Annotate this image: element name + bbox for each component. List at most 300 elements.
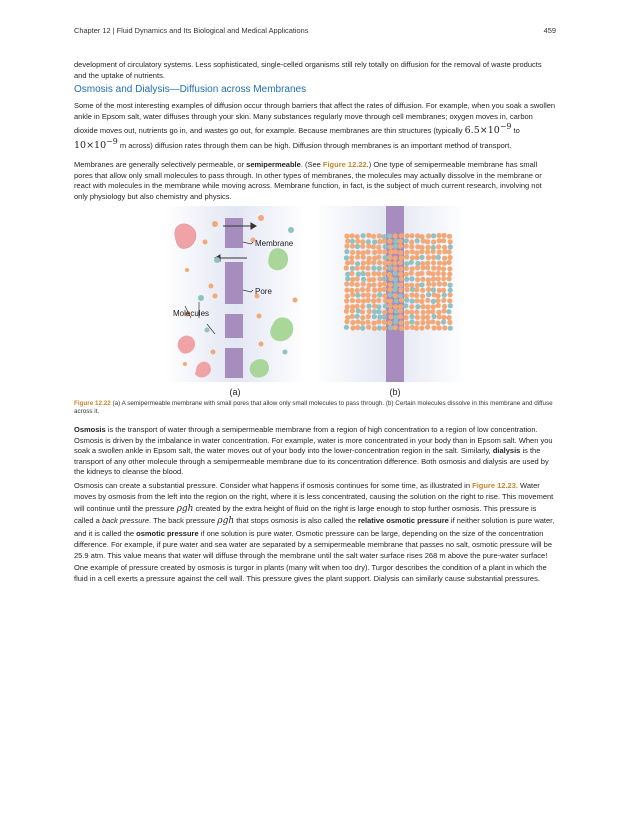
- packed-molecule: [376, 304, 381, 309]
- packed-molecule: [377, 249, 382, 254]
- paragraph-3: [74, 425, 556, 478]
- packed-molecule: [366, 293, 371, 298]
- packed-molecule: [409, 310, 414, 315]
- packed-molecule: [344, 265, 349, 270]
- packed-molecule: [437, 325, 442, 330]
- packed-molecule: [372, 288, 377, 293]
- packed-molecule: [442, 282, 447, 287]
- packed-molecule: [420, 288, 425, 293]
- packed-molecule: [371, 321, 376, 326]
- figure-caption: [74, 400, 556, 416]
- packed-molecule: [425, 239, 430, 244]
- packed-molecule: [344, 249, 349, 254]
- packed-molecule: [350, 244, 355, 249]
- packed-molecule: [366, 298, 371, 303]
- packed-molecule: [441, 298, 446, 303]
- packed-molecule: [356, 308, 361, 313]
- packed-molecule: [414, 310, 419, 315]
- packed-molecule: [365, 320, 370, 325]
- packed-molecule: [404, 309, 409, 314]
- packed-molecule: [425, 325, 430, 330]
- packed-molecule: [398, 293, 403, 298]
- packed-molecule: [365, 266, 370, 271]
- packed-molecule: [344, 309, 349, 314]
- packed-molecule: [350, 266, 355, 271]
- packed-molecule: [420, 265, 425, 270]
- packed-molecule: [404, 244, 409, 249]
- term-dialysis: dialysis: [492, 446, 521, 456]
- packed-molecule: [447, 298, 452, 303]
- packed-molecule: [377, 282, 382, 287]
- packed-molecule: [442, 233, 447, 238]
- packed-molecule: [431, 260, 436, 265]
- large-molecule: [175, 224, 196, 249]
- packed-molecule: [437, 314, 442, 319]
- packed-molecule: [366, 304, 371, 309]
- packed-molecule: [355, 261, 360, 266]
- packed-molecule: [361, 277, 366, 282]
- packed-molecule: [442, 261, 447, 266]
- packed-molecule: [367, 283, 372, 288]
- packed-molecule: [382, 281, 387, 286]
- math-base: 10×10: [74, 140, 107, 152]
- packed-molecule: [393, 325, 398, 330]
- packed-molecule: [372, 271, 377, 276]
- packed-molecule: [388, 292, 393, 297]
- p1-text-mid: to: [511, 126, 520, 136]
- packed-molecule: [355, 255, 360, 260]
- p4-text-c: created by the extra height of fluid on the right is large enough to stop further osmosis. This pressure is called a: [74, 503, 537, 526]
- packed-molecule: [344, 325, 349, 330]
- packed-molecule: [345, 293, 350, 298]
- label-membrane: Membrane: [255, 239, 294, 248]
- packed-molecule: [392, 261, 397, 266]
- packed-molecule: [355, 304, 360, 309]
- packed-molecule: [355, 293, 360, 298]
- packed-molecule: [426, 292, 431, 297]
- packed-molecule: [399, 298, 404, 303]
- packed-molecule: [431, 304, 436, 309]
- packed-molecule: [361, 281, 366, 286]
- packed-molecule: [410, 325, 415, 330]
- p4-text-f: if neither solution is pure water, and it is called the: [74, 516, 555, 538]
- caption-text: (a) A semipermeable membrane with small pores that allow only small molecules to pass through. (b) Certain molecules dissolve in this membrane and diffuse across it.: [74, 400, 553, 415]
- packed-molecule: [415, 238, 420, 243]
- figure-illustration: [165, 206, 465, 398]
- packed-molecule: [415, 233, 420, 238]
- packed-molecule: [409, 292, 414, 297]
- packed-molecule: [344, 244, 349, 249]
- packed-molecule: [349, 233, 354, 238]
- packed-molecule: [409, 276, 414, 281]
- packed-molecule: [382, 276, 387, 281]
- packed-molecule: [393, 271, 398, 276]
- packed-molecule: [393, 256, 398, 261]
- packed-molecule: [387, 239, 392, 244]
- packed-molecule: [426, 287, 431, 292]
- packed-molecule: [398, 239, 403, 244]
- packed-molecule: [372, 239, 377, 244]
- packed-molecule: [425, 315, 430, 320]
- packed-molecule: [419, 234, 424, 239]
- packed-molecule: [382, 271, 387, 276]
- membrane: [225, 218, 243, 378]
- intro-text: development of circulatory systems. Less sophisticated, single-celled organisms still rely totally on diffusion for the removal of waste products and the uptake of nutrients.: [74, 60, 542, 80]
- packed-molecule: [410, 299, 415, 304]
- packed-molecule: [388, 244, 393, 249]
- packed-molecule: [436, 298, 441, 303]
- math-exp: −9: [499, 122, 512, 132]
- packed-molecule: [388, 308, 393, 313]
- packed-molecule: [383, 298, 388, 303]
- packed-molecule: [448, 288, 453, 293]
- packed-molecule: [355, 325, 360, 330]
- packed-molecule: [442, 325, 447, 330]
- packed-molecule: [441, 315, 446, 320]
- packed-molecule: [426, 320, 431, 325]
- term-back-pressure: back pressure: [101, 516, 150, 526]
- packed-molecule: [372, 314, 377, 319]
- section-heading: Osmosis and Dialysis—Diffusion across Membranes: [74, 84, 307, 95]
- packed-molecule: [393, 266, 398, 271]
- packed-molecule: [382, 320, 387, 325]
- packed-molecule: [387, 255, 392, 260]
- packed-molecule: [382, 314, 387, 319]
- packed-molecule: [398, 287, 403, 292]
- packed-molecule: [431, 277, 436, 282]
- math-base: 6.5×10: [464, 125, 500, 137]
- packed-molecule: [448, 303, 453, 308]
- packed-molecule: [447, 266, 452, 271]
- packed-molecule: [371, 260, 376, 265]
- packed-molecule: [436, 276, 441, 281]
- packed-molecule: [350, 308, 355, 313]
- packed-molecule: [372, 250, 377, 255]
- packed-molecule: [405, 233, 410, 238]
- packed-molecule: [447, 249, 452, 254]
- packed-molecule: [394, 298, 399, 303]
- packed-molecule: [383, 303, 388, 308]
- packed-molecule: [371, 282, 376, 287]
- packed-molecule: [419, 299, 424, 304]
- packed-molecule: [442, 304, 447, 309]
- packed-molecule: [421, 304, 426, 309]
- packed-molecule: [356, 250, 361, 255]
- packed-molecule: [366, 239, 371, 244]
- packed-molecule: [360, 265, 365, 270]
- packed-molecule: [392, 287, 397, 292]
- math-rho-g-h: ρgh: [176, 503, 194, 514]
- p4-text-e: that stops osmosis is also called the: [234, 516, 358, 526]
- packed-molecule: [366, 244, 371, 249]
- packed-molecule: [410, 249, 415, 254]
- packed-molecule: [409, 244, 414, 249]
- packed-molecule: [415, 304, 420, 309]
- packed-molecule: [425, 265, 430, 270]
- packed-molecule: [355, 266, 360, 271]
- packed-molecule: [367, 309, 372, 314]
- math-10e-9: [74, 136, 118, 152]
- packed-molecule: [420, 294, 425, 299]
- packed-molecule: [447, 320, 452, 325]
- packed-molecule: [447, 292, 452, 297]
- packed-molecule: [350, 314, 355, 319]
- packed-molecule: [382, 310, 387, 315]
- packed-molecule: [361, 233, 366, 238]
- packed-molecule: [371, 298, 376, 303]
- packed-molecule: [404, 261, 409, 266]
- packed-molecule: [377, 326, 382, 331]
- packed-molecule: [442, 293, 447, 298]
- label-molecules: Molecules: [173, 309, 210, 318]
- packed-molecule: [382, 326, 387, 331]
- p2-text-b: . (See: [300, 160, 323, 169]
- packed-molecule: [447, 272, 452, 277]
- packed-molecule: [376, 255, 381, 260]
- packed-molecule: [393, 249, 398, 254]
- packed-molecule: [425, 261, 430, 266]
- packed-molecule: [388, 265, 393, 270]
- packed-molecule: [414, 287, 419, 292]
- packed-molecule: [344, 234, 349, 239]
- packed-molecule: [420, 315, 425, 320]
- packed-molecule: [437, 281, 442, 286]
- packed-molecule: [425, 245, 430, 250]
- packed-molecule: [344, 255, 349, 260]
- packed-molecule: [350, 325, 355, 330]
- packed-molecule: [387, 320, 392, 325]
- packed-molecule: [365, 287, 370, 292]
- caption-label: Figure 12.22: [74, 400, 111, 407]
- packed-molecule: [410, 266, 415, 271]
- packed-molecule: [360, 315, 365, 320]
- packed-molecule: [382, 293, 387, 298]
- packed-molecule: [361, 293, 366, 298]
- packed-molecule: [409, 304, 414, 309]
- packed-molecule: [426, 233, 431, 238]
- packed-molecule: [366, 314, 371, 319]
- packed-molecule: [361, 299, 366, 304]
- packed-molecule: [404, 287, 409, 292]
- packed-molecule: [393, 293, 398, 298]
- packed-molecule: [446, 309, 451, 314]
- packed-molecule: [431, 282, 436, 287]
- packed-molecule: [388, 325, 393, 330]
- packed-molecule: [371, 277, 376, 282]
- packed-molecule: [437, 250, 442, 255]
- packed-molecule: [441, 288, 446, 293]
- packed-molecule: [441, 238, 446, 243]
- packed-molecule: [361, 261, 366, 266]
- packed-molecule: [420, 320, 425, 325]
- packed-molecule: [398, 244, 403, 249]
- packed-molecule: [377, 287, 382, 292]
- page-header: [74, 26, 556, 35]
- packed-molecule: [344, 319, 349, 324]
- packed-molecule: [419, 325, 424, 330]
- packed-molecule: [398, 250, 403, 255]
- packed-molecule: [372, 293, 377, 298]
- packed-molecule: [436, 266, 441, 271]
- paragraph-4: [74, 480, 556, 585]
- packed-molecule: [436, 303, 441, 308]
- packed-molecule: [404, 321, 409, 326]
- packed-molecule: [404, 250, 409, 255]
- packed-molecule: [442, 249, 447, 254]
- packed-molecule: [436, 255, 441, 260]
- packed-molecule: [436, 320, 441, 325]
- packed-molecule: [350, 277, 355, 282]
- packed-molecule: [399, 255, 404, 260]
- packed-molecule: [398, 266, 403, 271]
- packed-molecule: [398, 272, 403, 277]
- packed-molecule: [404, 325, 409, 330]
- packed-molecule: [415, 265, 420, 270]
- packed-molecule: [415, 250, 420, 255]
- packed-molecule: [344, 281, 349, 286]
- packed-molecule: [415, 321, 420, 326]
- packed-molecule: [349, 260, 354, 265]
- packed-molecule: [414, 255, 419, 260]
- packed-molecule: [409, 314, 414, 319]
- term-osmosis: Osmosis: [74, 425, 106, 434]
- packed-molecule: [399, 276, 404, 281]
- packed-molecule: [414, 298, 419, 303]
- packed-molecule: [365, 249, 370, 254]
- packed-molecule: [345, 260, 350, 265]
- packed-molecule: [419, 255, 424, 260]
- term-relative-osmotic-pressure: relative osmotic pressure: [357, 516, 449, 526]
- packed-molecule: [393, 244, 398, 249]
- packed-molecule: [414, 293, 419, 298]
- packed-molecule: [420, 277, 425, 282]
- packed-molecule: [376, 309, 381, 314]
- packed-molecule: [350, 239, 355, 244]
- packed-molecule: [419, 249, 424, 254]
- packed-molecule: [360, 287, 365, 292]
- packed-molecule: [382, 260, 387, 265]
- packed-molecule: [366, 233, 371, 238]
- packed-molecule: [376, 271, 381, 276]
- packed-molecule: [350, 292, 355, 297]
- packed-molecule: [448, 283, 453, 288]
- packed-molecule: [388, 299, 393, 304]
- packed-molecule: [344, 288, 349, 293]
- packed-molecule: [355, 234, 360, 239]
- term-semipermeable: semipermeable: [246, 160, 301, 169]
- p3-text-a: is the transport of water through a semipermeable membrane from a region of high concentration to a region of low concentration. Osmosis is driven by the imbalance in water concentration. For example, water is more concentrated in your body than in Epsom salt. When you soak a swollen ankle in Epsom salt, the water moves out of your body into the lower-concentration region in the salt. Similarly,: [74, 425, 553, 456]
- packed-molecule: [360, 309, 365, 314]
- packed-molecule: [403, 303, 408, 308]
- packed-molecule: [345, 239, 350, 244]
- packed-molecule: [355, 239, 360, 244]
- packed-molecule: [399, 320, 404, 325]
- packed-molecule: [419, 271, 424, 276]
- packed-molecule: [431, 287, 436, 292]
- packed-molecule: [409, 233, 414, 238]
- packed-molecule: [366, 325, 371, 330]
- packed-molecule: [388, 314, 393, 319]
- packed-molecule: [448, 239, 453, 244]
- packed-molecule: [361, 271, 366, 276]
- p3-text-b: is the transport of any other molecule through a semipermeable membrane due to its concentration difference. Both osmosis and dialysis are used by the kidneys to cleanse the blood.: [74, 446, 549, 477]
- packed-molecule: [388, 276, 393, 281]
- packed-molecule: [414, 326, 419, 331]
- figure-link-12-23[interactable]: Figure 12.23: [472, 481, 516, 490]
- packed-molecule: [425, 250, 430, 255]
- math-rho-g-h: ρgh: [217, 516, 235, 527]
- packed-molecule: [398, 282, 403, 287]
- packed-molecule: [431, 239, 436, 244]
- packed-molecule: [404, 272, 409, 277]
- packed-molecule: [415, 315, 420, 320]
- packed-molecule: [388, 303, 393, 308]
- figure-link-12-22[interactable]: Figure 12.22: [322, 160, 367, 169]
- packed-molecule: [404, 238, 409, 243]
- packed-molecule: [421, 310, 426, 315]
- p1-text-a: Some of the most interesting examples of diffusion occur through barriers that affect the rates of diffusion. For example, when you soak a swollen ankle in Epsom salt, water diffuses through your skin. Many substances regularly move through cell membranes; oxygen moves in, carbon dioxide moves out, nutrients go in, and wastes go out, for example. Because membranes are thin structures (typically: [74, 101, 556, 136]
- packed-molecule: [398, 308, 403, 313]
- packed-molecule: [388, 282, 393, 287]
- packed-molecule: [377, 292, 382, 297]
- packed-molecule: [398, 260, 403, 265]
- packed-molecule: [387, 233, 392, 238]
- packed-molecule: [345, 276, 350, 281]
- packed-molecule: [371, 234, 376, 239]
- packed-molecule: [383, 266, 388, 271]
- packed-molecule: [393, 319, 398, 324]
- p4-text-b: . Water moves by osmosis from the left into the region on the right, where it is less concentrated, causing the solution on the right to rise. This movement will continue until the pressure: [74, 481, 554, 513]
- packed-molecule: [393, 282, 398, 287]
- packed-molecule: [382, 287, 387, 292]
- packed-molecule: [426, 255, 431, 260]
- paragraph-1: [74, 101, 556, 152]
- packed-molecule: [355, 319, 360, 324]
- math-exp: −9: [106, 136, 118, 146]
- packed-molecule: [349, 288, 354, 293]
- packed-molecule: [431, 255, 436, 260]
- packed-molecule: [409, 319, 414, 324]
- packed-molecule: [409, 271, 414, 276]
- packed-molecule: [431, 266, 436, 271]
- packed-molecule: [409, 239, 414, 244]
- packed-molecule: [447, 234, 452, 239]
- packed-molecule: [431, 314, 436, 319]
- packed-molecule: [345, 304, 350, 309]
- packed-molecule: [349, 255, 354, 260]
- packed-molecule: [383, 255, 388, 260]
- packed-molecule: [447, 315, 452, 320]
- packed-molecule: [356, 298, 361, 303]
- packed-molecule: [436, 310, 441, 315]
- packed-molecule: [441, 308, 446, 313]
- packed-molecule: [355, 276, 360, 281]
- packed-molecule: [448, 326, 453, 331]
- packed-molecule: [387, 260, 392, 265]
- packed-molecule: [366, 260, 371, 265]
- packed-molecule: [430, 319, 435, 324]
- packed-molecule: [360, 304, 365, 309]
- packed-molecule: [441, 276, 446, 281]
- packed-molecule: [442, 256, 447, 261]
- packed-molecule: [404, 298, 409, 303]
- packed-molecule: [377, 276, 382, 281]
- packed-molecule: [371, 244, 376, 249]
- packed-molecule: [355, 244, 360, 249]
- packed-molecule: [426, 282, 431, 287]
- packed-molecule: [430, 309, 435, 314]
- packed-molecule: [410, 255, 415, 260]
